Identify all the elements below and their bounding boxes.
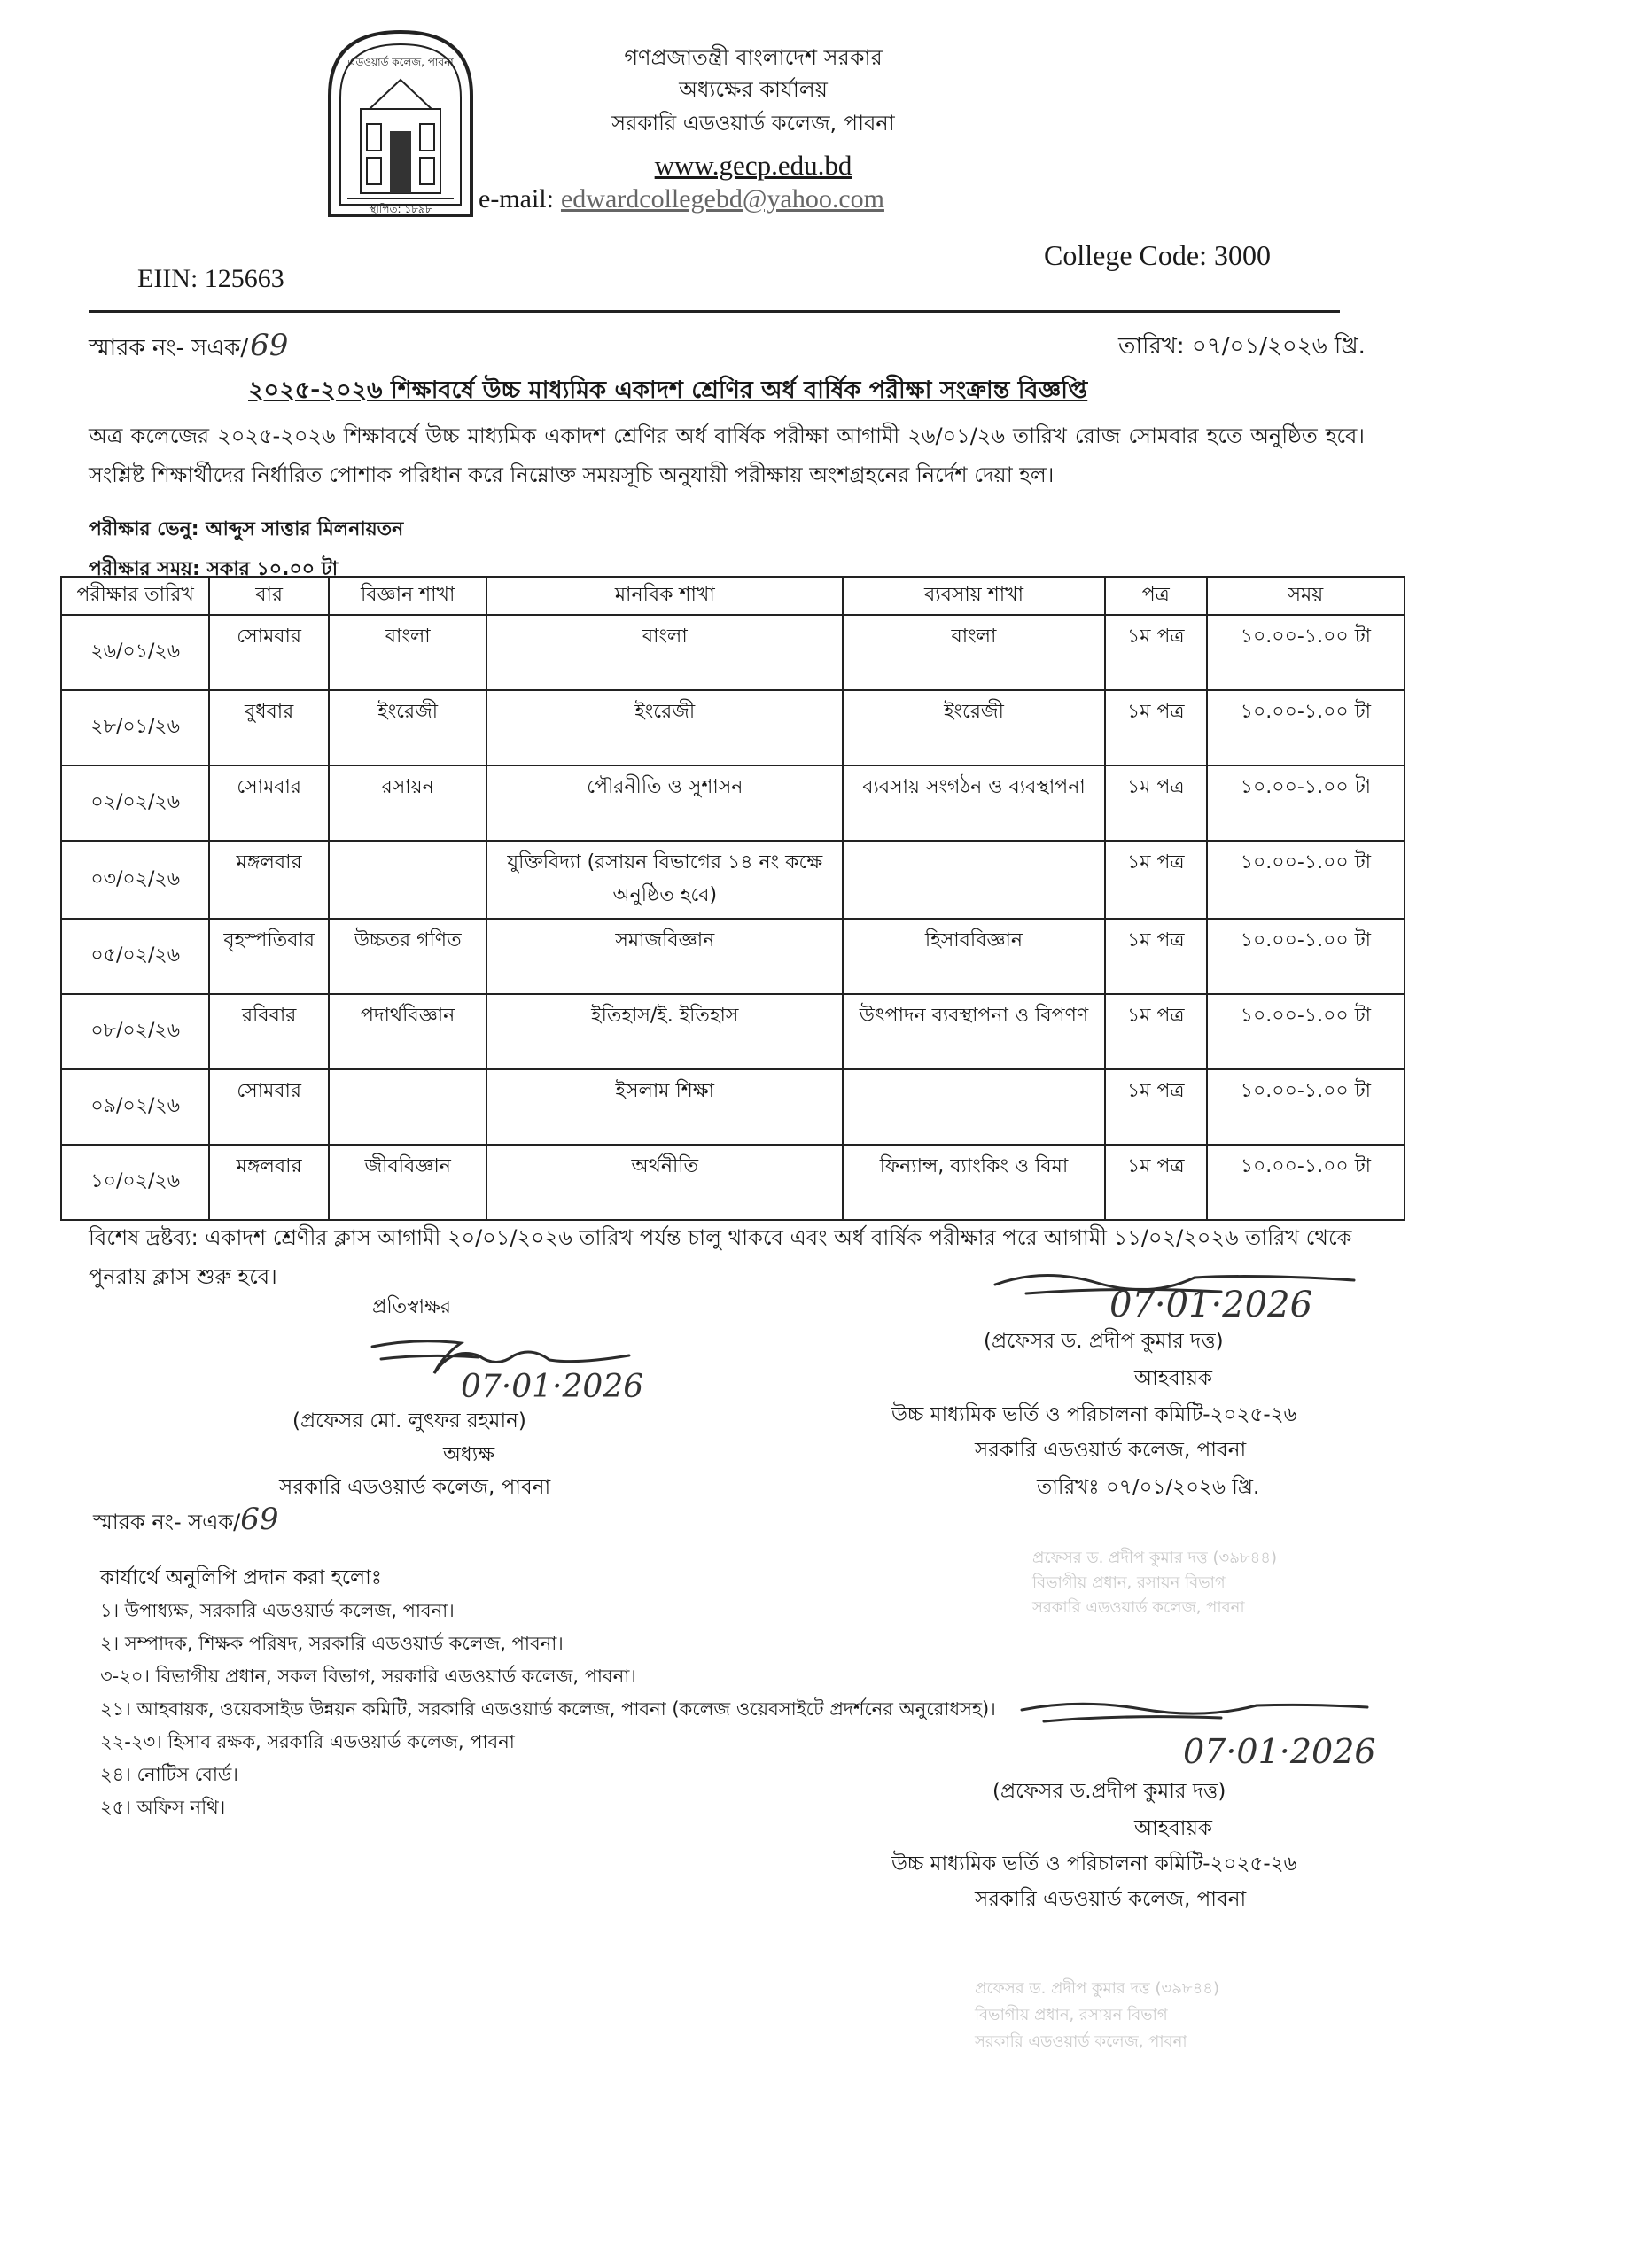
- cell-time: ১০.০০-১.০০ টা: [1207, 690, 1405, 765]
- col-header-date: পরীক্ষার তারিখ: [61, 577, 209, 615]
- cell-paper: ১ম পত্র: [1105, 690, 1207, 765]
- col-header-humanities: মানবিক শাখা: [486, 577, 843, 615]
- convener2-name: (প্রফেসর ড.প্রদীপ কুমার দত্ত): [992, 1780, 1226, 1803]
- cell-business: [843, 841, 1105, 919]
- cell-humanities: বাংলা: [486, 615, 843, 690]
- stamp-line: প্রফেসর ড. প্রদীপ কুমার দত্ত (৩৯৮৪৪): [1032, 1549, 1277, 1567]
- stamp-line: সরকারি এডওয়ার্ড কলেজ, পাবনা: [1032, 1598, 1245, 1617]
- cell-date: ০৯/০২/২৬: [61, 1069, 209, 1145]
- eiin-number: EIIN: 125663: [137, 264, 284, 293]
- cell-day: সোমবার: [209, 615, 329, 690]
- cell-date: ২৬/০১/২৬: [61, 615, 209, 690]
- cell-business: [843, 1069, 1105, 1145]
- email-label: e-mail:: [479, 184, 554, 214]
- list-item: ২৫। অফিস নথি।: [100, 1797, 226, 1818]
- stamp-line: বিভাগীয় প্রধান, রসায়ন বিভাগ: [1032, 1573, 1226, 1592]
- cell-time: ১০.০০-১.০০ টা: [1207, 1145, 1405, 1220]
- header-government: গণপ্রজাতন্ত্রী বাংলাদেশ সরকার: [624, 45, 883, 70]
- cell-time: ১০.০০-১.০০ টা: [1207, 615, 1405, 690]
- principal-signature-date: 07·01·2026: [461, 1369, 644, 1405]
- memo-number: [89, 328, 288, 369]
- cell-humanities: যুক্তিবিদ্যা (রসায়ন বিভাগের ১৪ নং কক্ষে অনুষ্ঠিত হবে): [486, 841, 843, 919]
- copy-memo-handwritten-number: 69: [240, 1502, 279, 1537]
- header-email: [479, 184, 975, 214]
- countersign-label: প্রতিস্বাক্ষর: [372, 1296, 451, 1318]
- faded-stamp: [975, 1976, 1219, 2055]
- cell-business: ব্যবসায় সংগঠন ও ব্যবস্থাপনা: [843, 765, 1105, 841]
- cell-science: বাংলা: [329, 615, 487, 690]
- email-link[interactable]: edwardcollegebd@yahoo.com: [560, 184, 884, 214]
- cell-business: হিসাববিজ্ঞান: [843, 919, 1105, 994]
- cell-date: ২৮/০১/২৬: [61, 690, 209, 765]
- cell-paper: ১ম পত্র: [1105, 1145, 1207, 1220]
- principal-name: (প্রফেসর মো. লুৎফর রহমান): [292, 1410, 526, 1433]
- table-row: [61, 765, 1405, 841]
- col-header-time: সময়: [1207, 577, 1405, 615]
- cell-date: ০২/০২/২৬: [61, 765, 209, 841]
- exam-venue: পরীক্ষার ভেনু: আব্দুস সাত্তার মিলনায়তন: [89, 518, 404, 540]
- list-item: ২১। আহবায়ক, ওয়েবসাইড উন্নয়ন কমিটি, সরকারি এডওয়ার্ড কলেজ, পাবনা (কলেজ ওয়েবসাইটে প্রদর্শনের অনুরোধসহ)।: [100, 1698, 996, 1720]
- college-code: College Code: 3000: [1044, 239, 1271, 271]
- convener-college: সরকারি এডওয়ার্ড কলেজ, পাবনা: [975, 1439, 1247, 1462]
- memo-label: স্মারক নং- সএক/: [89, 335, 249, 361]
- exam-schedule-table: [60, 576, 1405, 1221]
- table-row: [61, 615, 1405, 690]
- cell-humanities: ইতিহাস/ই. ইতিহাস: [486, 994, 843, 1069]
- convener2-college: সরকারি এডওয়ার্ড কলেজ, পাবনা: [975, 1888, 1247, 1911]
- list-item: ৩-২০। বিভাগীয় প্রধান, সকল বিভাগ, সরকারি এডওয়ার্ড কলেজ, পাবনা।: [100, 1666, 636, 1687]
- table-header-row: [61, 577, 1405, 615]
- cell-science: উচ্চতর গণিত: [329, 919, 487, 994]
- cell-humanities: ইংরেজী: [486, 690, 843, 765]
- cell-time: ১০.০০-১.০০ টা: [1207, 919, 1405, 994]
- cell-paper: ১ম পত্র: [1105, 1069, 1207, 1145]
- principal-college: সরকারি এডওয়ার্ড কলেজ, পাবনা: [279, 1476, 551, 1499]
- cell-science: [329, 1069, 487, 1145]
- col-header-paper: পত্র: [1105, 577, 1207, 615]
- copy-recipients-list: [100, 1595, 996, 1824]
- list-item: ১। উপাধ্যক্ষ, সরকারি এডওয়ার্ড কলেজ, পাবনা।: [100, 1600, 455, 1621]
- cell-humanities: ইসলাম শিক্ষা: [486, 1069, 843, 1145]
- cell-time: ১০.০০-১.০০ টা: [1207, 841, 1405, 919]
- stamp-line: সরকারি এডওয়ার্ড কলেজ, পাবনা: [975, 2032, 1187, 2051]
- cell-humanities: অর্থনীতি: [486, 1145, 843, 1220]
- convener2-committee: উচ্চ মাধ্যমিক ভর্তি ও পরিচালনা কমিটি-২০২৫-২৬: [891, 1852, 1297, 1876]
- memo-date: তারিখ: ০৭/০১/২০২৬ খ্রি.: [1118, 333, 1366, 360]
- cell-day: মঙ্গলবার: [209, 841, 329, 919]
- cell-business: উৎপাদন ব্যবস্থাপনা ও বিপণণ: [843, 994, 1105, 1069]
- list-item: ২৪। নোটিস বোর্ড।: [100, 1764, 238, 1785]
- list-item: ২২-২৩। হিসাব রক্ষক, সরকারি এডওয়ার্ড কলেজ, পাবনা: [100, 1731, 515, 1752]
- table-row: [61, 994, 1405, 1069]
- col-header-business: ব্যবসায় শাখা: [843, 577, 1105, 615]
- cell-paper: ১ম পত্র: [1105, 841, 1207, 919]
- notice-title: ২০২৫-২০২৬ শিক্ষাবর্ষে উচ্চ মাধ্যমিক একাদশ শ্রেণির অর্ধ বার্ষিক পরীক্ষা সংক্রান্ত বিজ্ঞপ্তি: [248, 377, 1088, 404]
- notice-body: অত্র কলেজের ২০২৫-২০২৬ শিক্ষাবর্ষে উচ্চ মাধ্যমিক একাদশ শ্রেণির অর্ধ বার্ষিক পরীক্ষা আগামী ২৬/০১/২৬ তারিখ রোজ সোমবার হতে অনুষ্ঠিত হবে। সংশ্লিষ্ট শিক্ষার্থীদের নির্ধারিত পোশাক পরিধান করে নিম্নোক্ত সময়সূচি অনুযায়ী পরীক্ষায় অংশগ্রহনের নির্দেশ দেয়া হল।: [89, 423, 1365, 487]
- col-header-day: বার: [209, 577, 329, 615]
- exam-time: পরীক্ষার সময়: সকার ১০.০০ টা: [89, 558, 339, 580]
- cell-day: মঙ্গলবার: [209, 1145, 329, 1220]
- list-item: ২। সম্পাদক, শিক্ষক পরিষদ, সরকারি এডওয়ার্ড কলেজ, পাবনা।: [100, 1633, 564, 1654]
- cell-business: ইংরেজী: [843, 690, 1105, 765]
- cell-paper: ১ম পত্র: [1105, 765, 1207, 841]
- cell-day: বুধবার: [209, 690, 329, 765]
- cell-science: পদার্থবিজ্ঞান: [329, 994, 487, 1069]
- cell-day: বৃহস্পতিবার: [209, 919, 329, 994]
- cell-time: ১০.০০-১.০০ টা: [1207, 1069, 1405, 1145]
- cell-date: ০৫/০২/২৬: [61, 919, 209, 994]
- cell-paper: ১ম পত্র: [1105, 994, 1207, 1069]
- table-row: [61, 841, 1405, 919]
- special-note: বিশেষ দ্রষ্টব্য: একাদশ শ্রেণীর ক্লাস আগামী ২০/০১/২০২৬ তারিখ পর্যন্ত চালু থাকবে এবং অর্ধ বার্ষিক পরীক্ষার পরে আগামী ১১/০২/২০২৬ তারিখ থেকে পুনরায় ক্লাস শুরু হবে।: [89, 1225, 1352, 1289]
- principal-title: অধ্যক্ষ: [443, 1443, 495, 1466]
- table-row: [61, 919, 1405, 994]
- stamp-line: প্রফেসর ড. প্রদীপ কুমার দত্ত (৩৯৮৪৪): [975, 1979, 1219, 1998]
- copy-memo-number: [93, 1502, 279, 1542]
- convener-title: আহবায়ক: [1134, 1367, 1213, 1390]
- col-header-science: বিজ্ঞান শাখা: [329, 577, 487, 615]
- cell-date: ০৩/০২/২৬: [61, 841, 209, 919]
- cell-science: [329, 841, 487, 919]
- copy-memo-label: স্মারক নং- সএক/: [93, 1510, 241, 1534]
- cell-day: সোমবার: [209, 765, 329, 841]
- cell-humanities: সমাজবিজ্ঞান: [486, 919, 843, 994]
- logo-text: এডওয়ার্ড কলেজ, পাবনা: [347, 56, 454, 68]
- convener2-signature-date: 07·01·2026: [1183, 1732, 1376, 1771]
- convener2-title: আহবায়ক: [1134, 1817, 1213, 1840]
- table-row: [61, 1145, 1405, 1220]
- cell-time: ১০.০০-১.০০ টা: [1207, 765, 1405, 841]
- cell-day: রবিবার: [209, 994, 329, 1069]
- cell-business: বাংলা: [843, 615, 1105, 690]
- college-logo: [321, 25, 480, 221]
- cell-business: ফিন্যান্স, ব্যাংকিং ও বিমা: [843, 1145, 1105, 1220]
- table-row: [61, 690, 1405, 765]
- memo-handwritten-number: 69: [250, 328, 289, 363]
- copies-lead: কার্যার্থে অনুলিপি প্রদান করা হলোঃ: [100, 1566, 383, 1589]
- cell-paper: ১ম পত্র: [1105, 919, 1207, 994]
- header-college: সরকারি এডওয়ার্ড কলেজ, পাবনা: [611, 111, 895, 136]
- cell-humanities: পৌরনীতি ও সুশাসন: [486, 765, 843, 841]
- convener-signature-date: 07·01·2026: [1109, 1285, 1313, 1325]
- cell-date: ১০/০২/২৬: [61, 1145, 209, 1220]
- convener-committee: উচ্চ মাধ্যমিক ভর্তি ও পরিচালনা কমিটি-২০২৫-২৬: [891, 1403, 1297, 1426]
- cell-science: রসায়ন: [329, 765, 487, 841]
- cell-paper: ১ম পত্র: [1105, 615, 1207, 690]
- faded-stamp: [1032, 1546, 1277, 1620]
- cell-science: জীববিজ্ঞান: [329, 1145, 487, 1220]
- convener-name: (প্রফেসর ড. প্রদীপ কুমার দত্ত): [984, 1330, 1224, 1353]
- cell-date: ০৮/০২/২৬: [61, 994, 209, 1069]
- header-website[interactable]: www.gecp.edu.bd: [654, 150, 852, 181]
- header-divider: [89, 310, 1340, 313]
- cell-science: ইংরেজী: [329, 690, 487, 765]
- cell-day: সোমবার: [209, 1069, 329, 1145]
- convener-date: তারিখঃ ০৭/০১/২০২৬ খ্রি.: [1037, 1476, 1260, 1499]
- table-row: [61, 1069, 1405, 1145]
- header-office: অধ্যক্ষের কার্যালয়: [679, 77, 828, 102]
- cell-time: ১০.০০-১.০০ টা: [1207, 994, 1405, 1069]
- logo-est: স্থাপিত: ১৮৯৮: [369, 203, 432, 215]
- stamp-line: বিভাগীয় প্রধান, রসায়ন বিভাগ: [975, 2006, 1168, 2024]
